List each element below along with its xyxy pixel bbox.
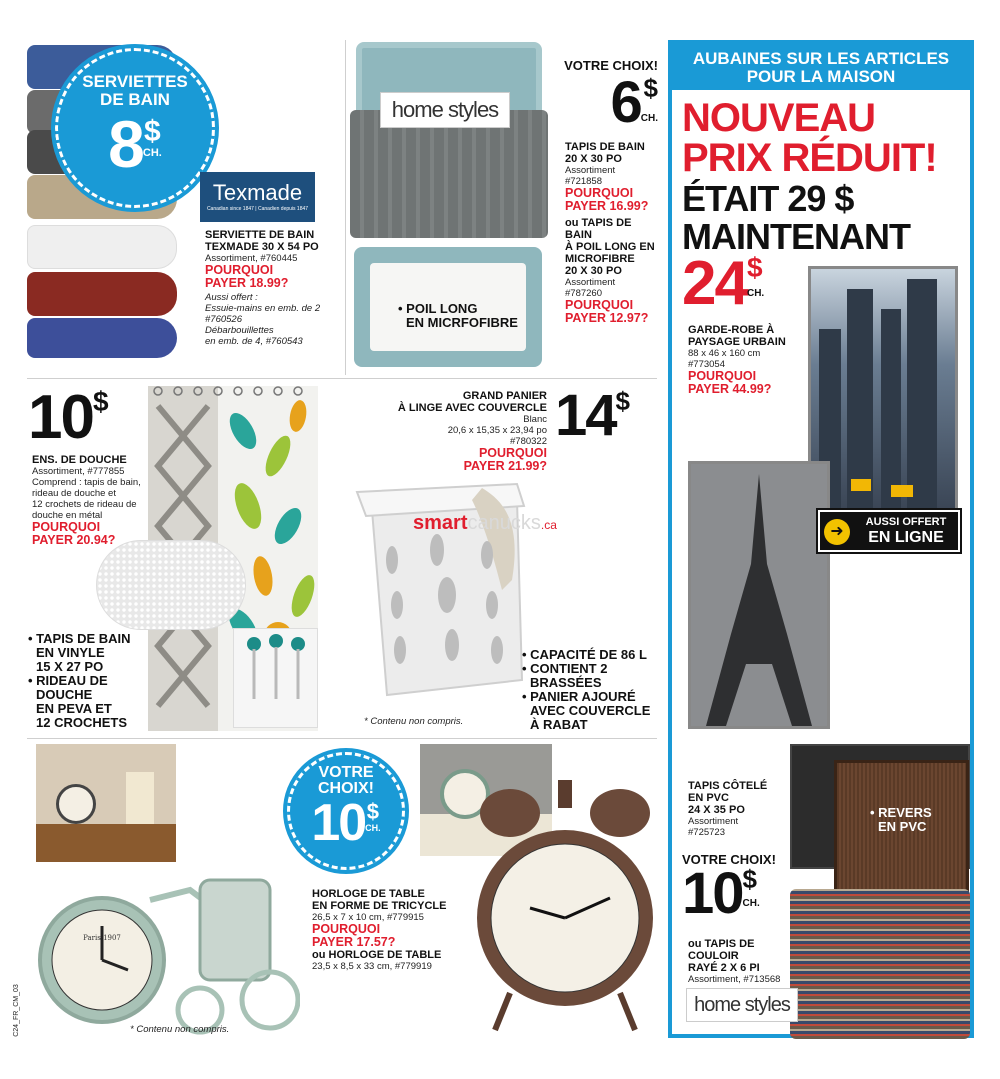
rug-choice-label: VOTRE CHOIX! <box>682 852 776 867</box>
sidebar-header: AUBAINES SUR LES ARTICLES POUR LA MAISON <box>672 44 970 90</box>
clocks-alt-detail: 23,5 x 8,5 x 33 cm, #779919 <box>312 961 432 972</box>
clocks-product-name: HORLOGE DE TABLE EN FORME DE TRICYCLE <box>312 888 447 912</box>
towels-badge-title: SERVIETTES DE BAIN <box>82 72 188 109</box>
rug-alt-product: ou TAPIS DE COULOIR RAYÉ 2 X 6 PI <box>688 938 760 974</box>
rug-feature-reverse: • REVERS EN PVC <box>870 805 932 834</box>
shower-vinyl-mat-image <box>96 540 246 630</box>
texmade-brand: Texmade <box>212 180 303 205</box>
shower-regular-price: POURQUOI PAYER 20.94? <box>32 520 116 547</box>
towels-price: 8$ CH. <box>108 107 162 181</box>
hamper-price: 14$ <box>555 383 630 448</box>
towels-price-badge <box>55 48 215 208</box>
shower-product-name: ENS. DE DOUCHE <box>32 454 127 466</box>
homestyles-logo-sidebar: home styles <box>686 988 798 1022</box>
bathmats-info <box>558 58 658 325</box>
clocks-price: 10$ CH. <box>311 794 381 852</box>
tricycle-clock-photo <box>36 744 176 862</box>
shower-hooks-pattern <box>234 629 319 729</box>
towels-detail: Assortiment, #760445 <box>205 253 298 264</box>
towel-image-navy <box>27 318 177 358</box>
tricycle-clock-illustration <box>30 860 300 1040</box>
arrow-right-icon: ➜ <box>824 519 850 545</box>
wardrobe-city-image <box>808 266 958 511</box>
wardrobe-regular-price: POURQUOI PAYER 44.99? <box>688 369 772 396</box>
towels-regular-price: POURQUOI PAYER 18.99? <box>205 263 289 290</box>
shower-info <box>32 454 152 547</box>
rug-product-name: TAPIS CÔTELÉ EN PVC 24 X 35 PO <box>688 780 768 816</box>
divider-horizontal-middle <box>27 378 657 379</box>
hamper-regular-price: POURQUOI PAYER 21.99? <box>463 446 547 473</box>
shower-feature-bullets: • TAPIS DE BAIN EN VINYLE 15 X 27 PO • RIDEAU DE DOUCHE EN PEVA ET 12 CROCHETS <box>28 631 131 730</box>
bathmats-regular-price: POURQUOI PAYER 16.99? <box>565 186 649 213</box>
bathmats-choice-label: VOTRE CHOIX! <box>564 58 658 73</box>
divider-horizontal-lower <box>27 738 657 739</box>
rug-alt-info <box>688 938 798 985</box>
rug-detail: Assortiment #725723 <box>688 816 739 838</box>
towel-image-red <box>27 272 177 316</box>
clocks-note: * Contenu non compris. <box>130 1024 230 1035</box>
bathmats-alt-detail: Assortiment #787260 <box>565 277 616 299</box>
texmade-logo <box>200 172 315 222</box>
clocks-price-badge: VOTRE CHOIX! 10$ CH. <box>287 752 405 870</box>
bathmats-feature-microfiber: • POIL LONG EN MICRFOFIBRE <box>398 301 518 330</box>
hamper-feature-bullets: • CAPACITÉ DE 86 L • CONTIENT 2 BRASSÉES • PANIER AJOURÉ AVEC COUVERCLE À RABAT <box>522 647 651 732</box>
bathmats-alt-regular-price: POURQUOI PAYER 12.97? <box>565 298 649 325</box>
bathmats-detail: Assortiment #721858 <box>565 165 616 187</box>
towels-info <box>205 229 340 347</box>
rug-price: 10$ CH. <box>682 861 760 926</box>
divider-vertical-top <box>345 40 346 375</box>
wardrobe-eiffel-tower <box>691 464 827 726</box>
tricycle-clock-face-label: Paris 1907 <box>83 934 121 942</box>
towels-product-name: SERVIETTE DE BAIN TEXMADE 30 X 54 PO <box>205 229 319 253</box>
texmade-tagline: Canadian since 1847 | Canadien depuis 1847 <box>206 206 309 212</box>
sidebar-was-price: ÉTAIT 29 $ <box>682 178 854 219</box>
sidebar-now-label: MAINTENANT <box>682 216 910 257</box>
alarm-clock-image <box>470 768 660 1038</box>
shower-detail: Assortiment, #777855 Comprend : tapis de bain, rideau de douche et 12 crochets de rideau de douche en métal <box>32 466 141 521</box>
wardrobe-city-skyline <box>811 269 955 508</box>
clocks-info <box>312 888 472 972</box>
also-online-badge[interactable]: ➜ AUSSI OFFERT EN LIGNE <box>818 510 960 552</box>
clocks-detail: 26,5 x 7 x 10 cm, #779915 <box>312 912 424 923</box>
shower-hooks-image <box>233 628 318 728</box>
bathmats-product-name: TAPIS DE BAIN 20 X 30 PO <box>565 141 645 165</box>
hamper-product-name: GRAND PANIER À LINGE AVEC COUVERCLE <box>397 390 547 414</box>
sidebar-headline: NOUVEAU PRIX RÉDUIT! ÉTAIT 29 $ MAINTENANT <box>672 90 970 256</box>
hamper-info <box>395 390 547 473</box>
rug-striped-image <box>790 889 970 1039</box>
towels-also-available: Aussi offert : Essuie-mains en emb. de 2 #760526 Débarbouillettes en emb. de 4, #760543 <box>205 292 321 347</box>
towel-image-white <box>27 225 177 269</box>
tricycle-clock-image <box>30 860 300 1040</box>
bathmats-alt-product: ou TAPIS DE BAIN À POIL LONG EN MICROFIBRE 20 X 30 PO <box>565 217 655 277</box>
sidebar-price: 24$ CH. <box>682 249 765 318</box>
home-deals-sidebar <box>668 40 974 1038</box>
homestyles-logo: home styles <box>380 92 510 128</box>
rug-alt-detail: Assortiment, #713568 <box>688 974 781 985</box>
smartcanucks-watermark: smartcanucks.ca <box>413 512 557 534</box>
wardrobe-product-name: GARDE-ROBE À PAYSAGE URBAIN <box>688 324 786 348</box>
rug-info <box>688 780 788 838</box>
clocks-regular-price: POURQUOI PAYER 17.57? <box>312 922 396 949</box>
wardrobe-paris-image <box>688 461 830 729</box>
clocks-alt-product: ou HORLOGE DE TABLE <box>312 949 442 961</box>
hamper-note: * Contenu non compris. <box>364 716 464 727</box>
page-code: C24_FR_CM_03 <box>12 984 20 1037</box>
wardrobe-detail: 88 x 46 x 160 cm #773054 <box>688 348 761 370</box>
bathmats-price: 6 $ CH. <box>610 70 658 135</box>
hamper-detail: Blanc 20,6 x 15,35 x 23,94 po #780322 <box>447 414 547 447</box>
bathmat-image-grey <box>350 110 548 238</box>
alarm-clock-illustration <box>470 768 660 1038</box>
shower-price: 10$ <box>28 383 109 452</box>
wardrobe-info <box>688 324 808 396</box>
